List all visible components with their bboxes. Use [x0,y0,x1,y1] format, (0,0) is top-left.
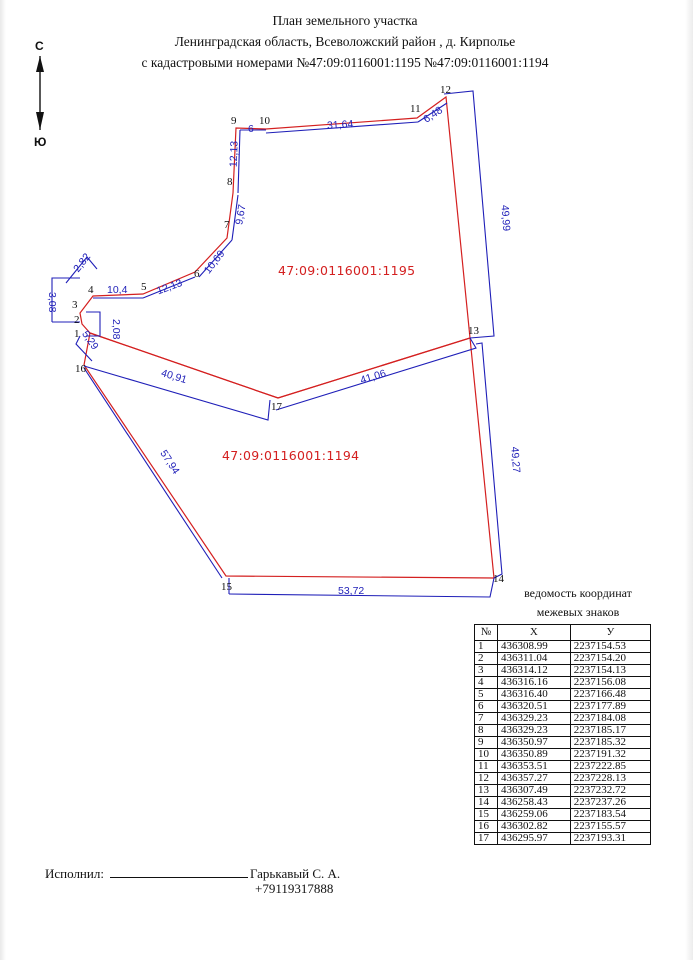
cell-n: 12 [475,773,498,785]
table-row [475,713,651,725]
dimension-label: 5,29 [79,328,101,353]
cell-x: 436295.97 [498,833,571,845]
point-label: 3 [72,299,78,311]
point-label: 6 [194,268,200,280]
cell-x: 436320.51 [498,701,571,713]
cell-y: 2237154.20 [570,653,650,665]
dimension-label: 40,91 [159,367,189,387]
cell-y: 2237185.17 [570,725,650,737]
point-label: 10 [259,115,270,127]
cell-n: 14 [475,797,498,809]
cell-y: 2237228.13 [570,773,650,785]
table-row [475,725,651,737]
table-row [475,701,651,713]
cell-n: 16 [475,821,498,833]
dimension-label: 9,67 [233,203,249,226]
cell-n: 4 [475,677,498,689]
cell-y: 2237183.54 [570,809,650,821]
point-label: 15 [221,581,232,593]
cell-x: 436316.16 [498,677,571,689]
table-row [475,689,651,701]
point-label: 12 [440,84,451,96]
parcel-1195-boundary [80,97,470,398]
cell-n: 6 [475,701,498,713]
cell-y: 2237156.08 [570,677,650,689]
table-row [475,761,651,773]
cell-n: 11 [475,761,498,773]
cell-x: 436302.82 [498,821,571,833]
point-label: 9 [231,115,237,127]
table-row [475,809,651,821]
cell-n: 15 [475,809,498,821]
cell-y: 2237191.32 [570,749,650,761]
cell-x: 436353.51 [498,761,571,773]
point-label: 8 [227,176,233,188]
table-row [475,749,651,761]
cell-y: 2237166.48 [570,689,650,701]
cell-y: 2237237.26 [570,797,650,809]
dimension-label: 12,13 [155,277,184,298]
table-row [475,797,651,809]
coordinates-title [478,584,678,622]
cell-x: 436357.27 [498,773,571,785]
cell-y: 2237222.85 [570,761,650,773]
cell-y: 2237232.72 [570,785,650,797]
compass-north-label: С [35,39,44,53]
dimension-label: 53,72 [338,585,365,597]
column-header: X [498,625,571,641]
table-row [475,737,651,749]
cell-x: 436314.12 [498,665,571,677]
cell-x: 436258.43 [498,797,571,809]
executor-name: Гарькавый С. А. [249,866,341,881]
column-header: № [475,625,498,641]
cell-x: 436311.04 [498,653,571,665]
table-row [475,653,651,665]
table-row [475,773,651,785]
cell-y: 2237155.57 [570,821,650,833]
title-line-3: с кадастровыми номерами №47:09:0116001:1195 №47:09:0116001:1194 [141,55,549,70]
title-line-2: Ленинградская область, Всеволожский район , д. Кирполье [174,34,516,49]
cell-y: 2237193.31 [570,833,650,845]
point-label: 13 [468,325,479,337]
cell-x: 436308.99 [498,641,571,653]
dimension-label: 12,13 [227,140,241,168]
table-row [475,665,651,677]
table-row [475,677,651,689]
dimension-label: 2,82 [71,251,94,275]
cell-y: 2237154.53 [570,641,650,653]
cell-n: 13 [475,785,498,797]
point-label: 17 [271,401,282,413]
table-row [475,785,651,797]
dimension-lines [52,91,502,597]
cell-n: 1 [475,641,498,653]
cell-x: 436350.97 [498,737,571,749]
point-label: 14 [493,573,504,585]
cell-n: 10 [475,749,498,761]
cell-n: 7 [475,713,498,725]
signature-block [45,866,341,896]
title-line-1: План земельного участка [272,13,418,28]
compass-icon [34,39,46,149]
cell-x: 436350.89 [498,749,571,761]
point-label: 16 [75,363,86,375]
cell-y: 2237185.32 [570,737,650,749]
point-label: 1 [74,328,80,340]
coordinates-table [474,624,651,845]
dimension-label: 6,48 [421,104,445,126]
dimension-label: 10,4 [107,284,128,296]
dimension-label: 57,94 [157,447,182,477]
point-label: 7 [224,219,230,231]
table-row [475,833,651,845]
dimension-label: 49,27 [508,446,523,474]
dimension-label: 2,08 [110,319,122,340]
boundary-point-labels [72,84,505,593]
cell-x: 436329.23 [498,713,571,725]
coordinates-title-line-2: межевых знаков [536,605,620,619]
cell-x: 436329.23 [498,725,571,737]
cell-n: 9 [475,737,498,749]
cell-x: 436316.40 [498,689,571,701]
table-row [475,641,651,653]
point-label: 2 [74,314,80,326]
parcel-1194-label: 47:09:0116001:1194 [222,448,360,463]
compass-south-label: Ю [34,135,47,149]
point-label: 5 [141,281,147,293]
table-header-row [475,625,651,641]
cell-n: 8 [475,725,498,737]
cell-n: 17 [475,833,498,845]
cell-x: 436259.06 [498,809,571,821]
cell-y: 2237177.89 [570,701,650,713]
dimension-label: 3,08 [46,292,58,313]
cell-x: 436307.49 [498,785,571,797]
point-label: 4 [88,284,94,296]
column-header: У [570,625,650,641]
cell-y: 2237184.08 [570,713,650,725]
dimension-label: 31,64 [326,118,354,132]
dimension-label: 41,06 [358,367,388,387]
cell-n: 5 [475,689,498,701]
parcel-1195-label: 47:09:0116001:1195 [278,263,416,278]
executor-phone: +79119317888 [255,881,334,896]
dimension-label: 10,69 [201,248,228,277]
table-row [475,821,651,833]
cell-n: 3 [475,665,498,677]
cell-n: 2 [475,653,498,665]
point-label: 11 [410,103,421,115]
signature-line [110,867,248,878]
dimension-label: 6 [248,123,254,135]
dimension-label: 49,99 [498,204,513,232]
coordinates-title-line-1: ведомость координат [524,586,632,600]
signature-label: Исполнил: [45,866,104,881]
cell-y: 2237154.13 [570,665,650,677]
